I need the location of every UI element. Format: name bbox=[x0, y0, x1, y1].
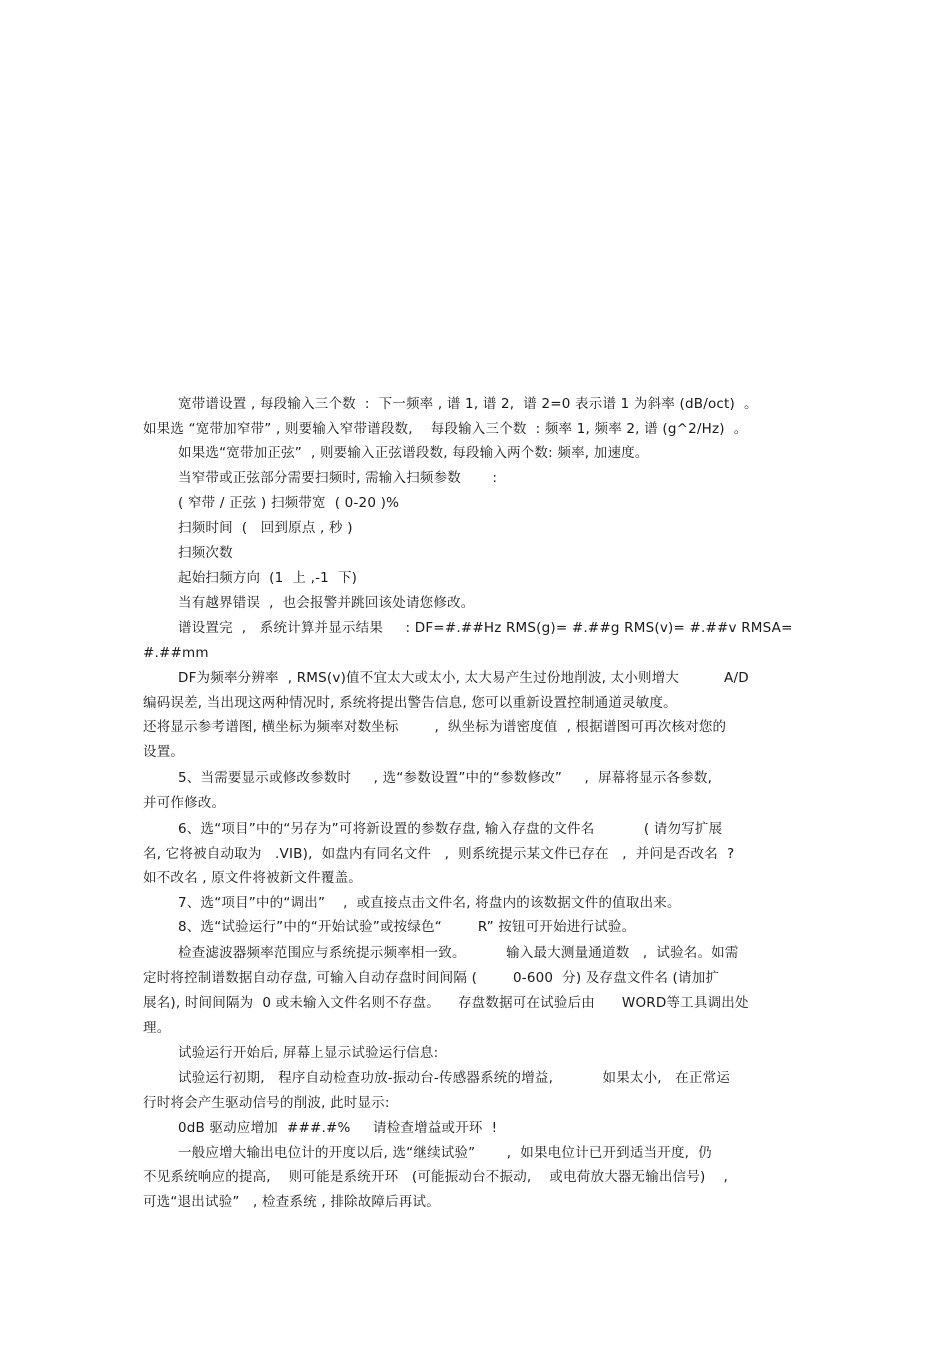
text-line: 试验运行初期, 程序自动检查功放-振动台-传感器系统的增益, 如果太小, 在正常运 bbox=[178, 1070, 731, 1086]
text-line: 行时将会产生驱动信号的削波, 此时显示: bbox=[143, 1095, 390, 1111]
text-line: 5、当需要显示或修改参数时 , 选“参数设置”中的“参数修改” , 屏幕将显示各参数, bbox=[178, 770, 713, 786]
text-line: 定时将控制谱数据自动存盘, 可输入自动存盘时间间隔 ( 0-600 分) 及存盘文件名 (请加扩 bbox=[143, 970, 720, 986]
text-line: 还将显示参考谱图, 横坐标为频率对数坐标 , 纵坐标为谱密度值 , 根据谱图可再次核对您的 bbox=[143, 719, 727, 735]
text-line: 展名), 时间间隔为 0 或未输入文件名则不存盘。 存盘数据可在试验后由 WORD等工具调出处 bbox=[143, 995, 749, 1011]
text-line: 起始扫频方向 (1 上 ,-1 下) bbox=[178, 570, 358, 586]
text-line: 不见系统响应的提高, 则可能是系统开环 (可能振动台不振动, 或电荷放大器无输出信号) , bbox=[143, 1169, 728, 1185]
text-line: DF为频率分辨率 , RMS(v)值不宜太大或太小, 太大易产生过份地削波, 太小则增大 A/D bbox=[178, 670, 749, 686]
text-line: 扫频次数 bbox=[178, 545, 233, 561]
text-line: 如果选“宽带加正弦” , 则要输入正弦谱段数, 每段输入两个数: 频率, 加速度。 bbox=[178, 445, 649, 461]
text-line: 6、选“项目”中的“另存为”可将新设置的参数存盘, 输入存盘的文件名 ( 请勿写扩展 bbox=[178, 821, 723, 837]
text-line: 宽带谱设置 , 每段输入三个数 : 下一频率 , 谱 1, 谱 2, 谱 2=0 表示谱 1 为斜率 (dB/oct) 。 bbox=[178, 396, 758, 412]
text-line: #.##mm bbox=[143, 645, 209, 661]
text-line: 可选“退出试验” , 检查系统 , 排除故障后再试。 bbox=[143, 1194, 440, 1210]
text-line: 设置。 bbox=[143, 744, 185, 760]
text-line: 7、选“项目”中的“调出” , 或直接点击文件名, 将盘内的该数据文件的值取出来。 bbox=[178, 895, 681, 911]
text-line: 名, 它将被自动取为 .VIB), 如盘内有同名文件 , 则系统提示某文件已存在 , 并问是否改名 ? bbox=[143, 846, 735, 862]
text-line: 当窄带或正弦部分需要扫频时, 需输入扫频参数 : bbox=[178, 470, 498, 486]
text-line: 理。 bbox=[143, 1020, 171, 1036]
text-line: 谱设置完 , 系统计算并显示结果 : DF=#.##Hz RMS(g)= #.##g RMS(v)= #.##v RMSA= bbox=[178, 620, 793, 636]
text-line: 编码误差, 当出现这两种情况时, 系统将提出警告信息, 您可以重新设置控制通道灵敏度。 bbox=[143, 695, 677, 711]
text-line: 8、选“试验运行”中的“开始试验”或按绿色“ R” 按钮可开始进行试验。 bbox=[178, 919, 636, 935]
text-line: ( 窄带 / 正弦 ) 扫频带宽 ( 0-20 )% bbox=[178, 495, 400, 511]
text-line: 检查滤波器频率范围应与系统提示频率相一致。 输入最大测量通道数 , 试验名。如需 bbox=[178, 945, 739, 961]
text-line: 试验运行开始后, 屏幕上显示试验运行信息: bbox=[178, 1045, 439, 1061]
text-line: 并可作修改。 bbox=[143, 795, 226, 811]
text-line: 当有越界错误 , 也会报警并跳回该处请您修改。 bbox=[178, 595, 475, 611]
text-line: 如不改名 , 原文件将被新文件覆盖。 bbox=[143, 870, 362, 886]
text-line: 如果选 “宽带加窄带” , 则要输入窄带谱段数, 每段输入三个数 : 频率 1, 频率 2, 谱 (g^2/Hz) 。 bbox=[143, 421, 748, 437]
text-line: 一般应增大输出电位计的开度以后, 选“继续试验” , 如果电位计已开到适当开度, 仍 bbox=[178, 1145, 712, 1161]
text-line: 扫频时间 ( 回到原点 , 秒 ) bbox=[178, 520, 353, 536]
text-line: 0dB 驱动应增加 ###.#% 请检查增益或开环 ! bbox=[178, 1120, 498, 1136]
